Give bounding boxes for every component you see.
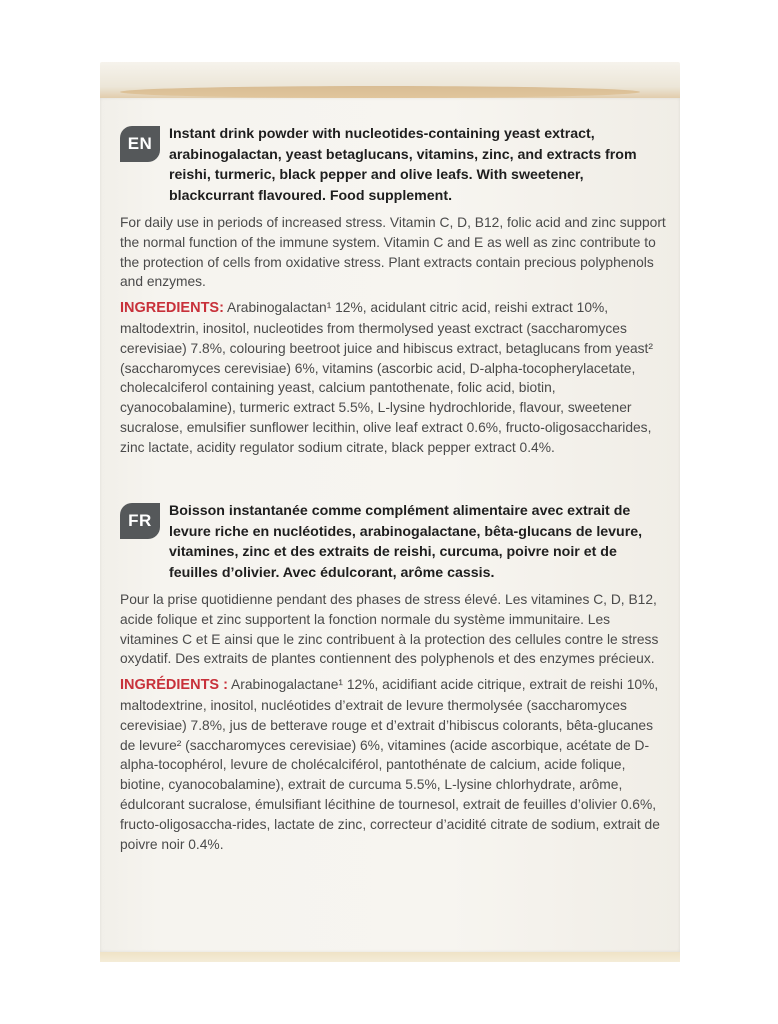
english-ingredients xyxy=(120,298,668,457)
english-section xyxy=(120,124,668,458)
french-description: Pour la prise quotidienne pendant des phases de stress élevé. Les vitamines C, D, B12, acide folique et zinc supportent la fonction normale du système immunitaire. Les vitamines C et E ainsi que le zinc contribuent à la protection des cellules contre le stress oxydatif. Des extraits de plantes contiennent des polyphenols et des enzymes précieux. xyxy=(120,592,659,667)
box-top-shadow xyxy=(120,86,640,98)
ingredients-label-en: INGREDIENTS: xyxy=(120,300,224,317)
french-section xyxy=(120,501,668,854)
ingredients-label-fr: INGRÉDIENTS : xyxy=(120,677,228,694)
french-headline: Boisson instantanée comme complément alimentaire avec extrait de levure riche en nucléotides, arabinogalactane, bêta-glucans de levure, vitamines, zinc et des extraits de reishi, curcuma, poivre noir et de feuilles d’olivier. Avec édulcorant, arôme cassis. xyxy=(169,503,643,581)
english-description: For daily use in periods of increased stress. Vitamin C, D, B12, folic acid and zinc support the normal function of the immune system. Vitamin C and E as well as zinc contribute to the protection of cells from oxidative stress. Plant extracts contain precious polyphenols and enzymes. xyxy=(120,215,666,290)
ingredients-text-en: Arabinogalactan¹ 12%, acidulant citric acid, reishi extract 10%, maltodextrin, inositol, nucleotides from thermolysed yeast exctract (saccharomyces cerevisiae) 7.8%, colouring beetroot juice and hibiscus extract, betaglucans from yeast² (saccharomyces cerevisiae) 6%, vitamins (ascorbic acid, D-alpha-tocopherylacetate, cholecalciferol containing yeast, calcium pantothenate, folic acid, biotin, cyanocobalamine), turmeric extract 5.5%, L-lysine hydrochloride, flavour, sweetener sucralose, emulsifier sunflower lecithin, olive leaf extract 0.6%, fructo-oligosaccharides, zinc lactate, acidity regulator sodium citrate, black pepper extract 0.4%. xyxy=(120,300,653,455)
french-ingredients xyxy=(120,675,668,854)
product-label-panel xyxy=(100,98,680,952)
language-badge-en: EN xyxy=(120,126,160,162)
ingredients-text-fr: Arabinogalactane¹ 12%, acidifiant acide citrique, extrait de reishi 10%, maltodextrine, inositol, nucléotides d’extrait de levure thermolysée (saccharomyces cerevisiae) 7.8%, jus de betterave rouge et d’extrait d’hibiscus colorants, bêta-glucanes de levure² (saccharomyces cerevisiae) 6%, vitamines (acide ascorbique, acétate de D-alpha-tocophérol, levure de cholécalciférol, pantothénate de calcium, acide folique, biotine, cyanocobalamine), extrait de curcuma 5.5%, L-lysine chlorhydrate, arôme, édulcorant sucralose, émulsifiant lécithine de tournesol, extrait de feuilles d’olivier 0.6%, fructo-oligosaccha-rides, lactate de zinc, correcteur d’acidité citrate de sodium, extrait de poivre noir 0.4%. xyxy=(120,677,660,852)
box-bottom-edge xyxy=(100,952,680,962)
language-badge-fr: FR xyxy=(120,503,160,539)
english-headline: Instant drink powder with nucleotides-containing yeast extract, arabinogalactan, yeast betaglucans, vitamins, zinc, and extracts from reishi, turmeric, black pepper and olive leafs. With sweetener, blackcurrant flavoured. Food supplement. xyxy=(169,126,637,204)
